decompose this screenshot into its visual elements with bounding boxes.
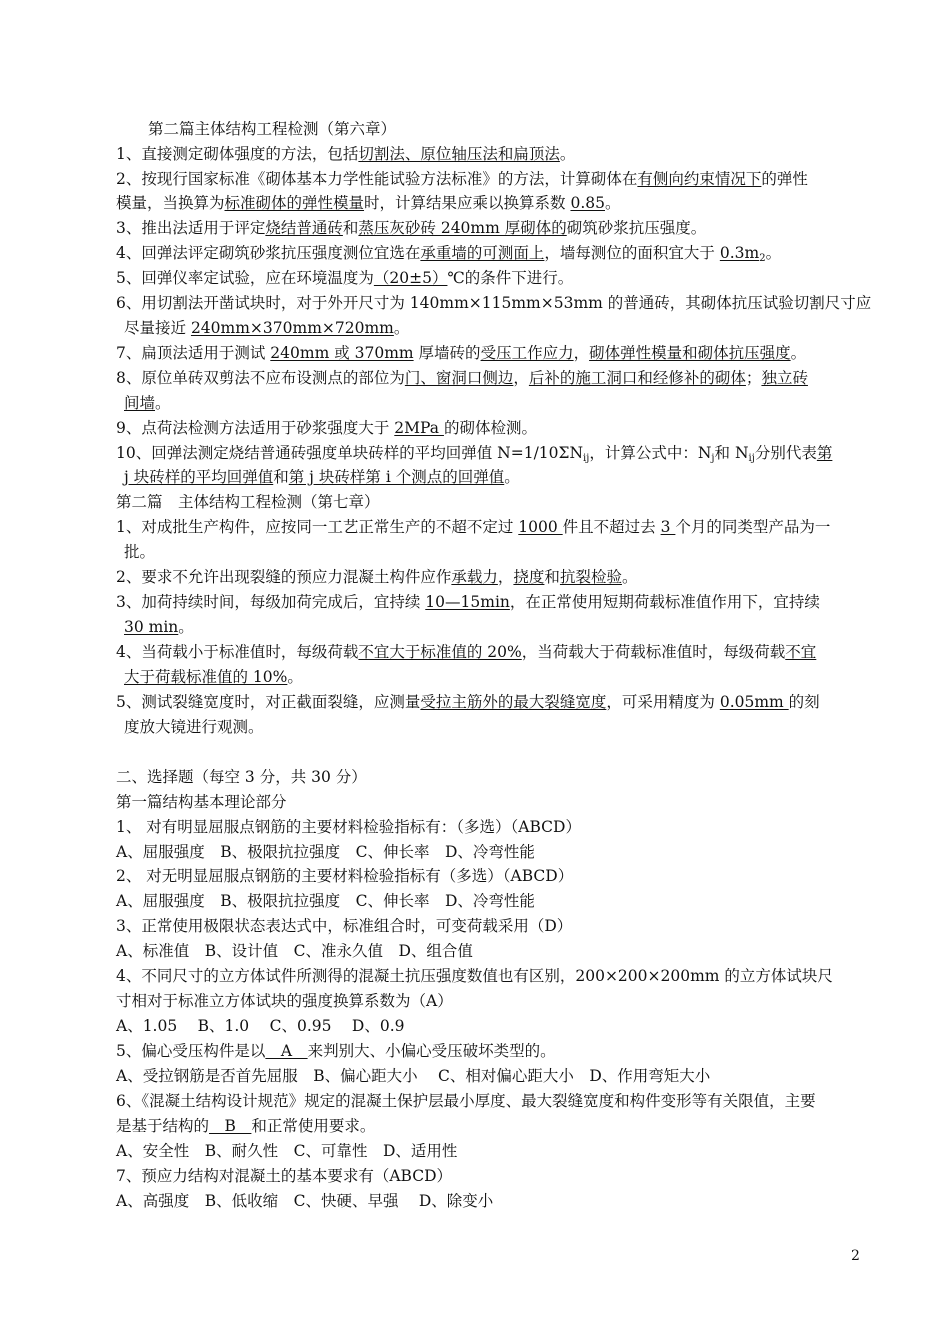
question-line: 1、 对有明显屈服点钢筋的主要材料检验指标有：（多选）（ABCD） — [116, 818, 581, 836]
question-line: 4、当荷载小于标准值时，每级荷载不宜大于标准值的 20%，当荷载大于荷载标准值时，每级荷载不宜 — [116, 643, 817, 661]
question-line: 7、预应力结构对混凝土的基本要求有（ABCD） — [116, 1167, 453, 1185]
options-line: A、受拉钢筋是否首先屈服 B、偏心距大小 C、相对偏心距大小 D、作用弯矩大小 — [116, 1067, 711, 1085]
options-line: A、屈服强度 B、极限抗拉强度 C、伸长率 D、冷弯性能 — [116, 843, 535, 861]
question-line: 4、不同尺寸的立方体试件所测得的混凝土抗压强度数值也有区别，200×200×200mm 的立方体试块尺 — [116, 967, 833, 985]
question-line: 9、点荷法检测方法适用于砂浆强度大于 2MPa 的砌体检测。 — [116, 419, 537, 437]
question-line: 2、要求不允许出现裂缝的预应力混凝土构件应作承载力，挠度和抗裂检验。 — [116, 568, 638, 586]
question-line: 5、回弹仪率定试验，应在环境温度为（20±5）℃的条件下进行。 — [116, 269, 574, 287]
question-line: 3、推出法适用于评定烧结普通砖和蒸压灰砂砖 240mm 厚砌体的砌筑砂浆抗压强度。 — [116, 219, 707, 237]
options-line: A、屈服强度 B、极限抗拉强度 C、伸长率 D、冷弯性能 — [116, 892, 535, 910]
question-line: 30 min。 — [124, 618, 194, 636]
question-line: 6、用切割法开凿试块时，对于外开尺寸为 140mm×115mm×53mm 的普通砖，其砌体抗压试验切割尺寸应 — [116, 294, 872, 312]
question-line: 4、回弹法评定砌筑砂浆抗压强度测位宜选在承重墙的可测面上，墙每测位的面积宜大于 $0.3m_2$。 — [116, 244, 782, 264]
question-line: 7、扁顶法适用于测试 240mm 或 370mm 厚墙砖的受压工作应力，砌体弹性模量和砌体抗压强度。 — [116, 344, 807, 362]
question-line: 8、原位单砖双剪法不应布设测点的部位为门、窗洞口侧边，后补的施工洞口和经修补的砌体；独立砖 — [116, 369, 808, 387]
question-line: 大于荷载标准值的 10%。 — [124, 668, 303, 686]
page-number: 2 — [851, 1248, 860, 1264]
options-line: A、1.05 B、1.0 C、0.95 D、0.9 — [116, 1017, 405, 1035]
question-line: 批。 — [124, 543, 156, 561]
question-line: 度放大镜进行观测。 — [124, 718, 264, 736]
question-line: 5、偏心受压构件是以 A 来判别大、小偏心受压破坏类型的。 — [116, 1042, 556, 1060]
question-line: 2、按现行国家标准《砌体基本力学性能试验方法标准》的方法，计算砌体在有侧向约束情况下的弹性 — [116, 170, 808, 188]
question-line: 5、测试裂缝宽度时，对正截面裂缝，应测量受拉主筋外的最大裂缝宽度，可采用精度为 0.05mm 的刻 — [116, 693, 820, 711]
question-line: j 块砖样的平均回弹值和第 j 块砖样第 i 个测点的回弹值。 — [124, 468, 520, 486]
question-line: 1、对成批生产构件，应按同一工艺正常生产的不超不定过 1000 件且不超过去 3 个月的同类型产品为一 — [116, 518, 831, 536]
question-line: 3、加荷持续时间，每级加荷完成后，宜持续 10—15min，在正常使用短期荷载标准值作用下，宜持续 — [116, 593, 820, 611]
question-line: 1、直接测定砌体强度的方法，包括切割法、原位轴压法和扁顶法。 — [116, 145, 576, 163]
question-line: 模量，当换算为标准砌体的弹性模量时，计算结果应乘以换算系数 0.85。 — [116, 194, 621, 212]
question-line: 间墙。 — [124, 394, 171, 412]
question-line: 2、 对无明显屈服点钢筋的主要材料检验指标有（多选）（ABCD） — [116, 867, 574, 885]
part-title: 第一篇结构基本理论部分 — [116, 793, 287, 811]
options-line: A、高强度 B、低收缩 C、快硬、早强 D、除变小 — [116, 1192, 494, 1210]
question-line: 是基于结构的 B 和正常使用要求。 — [116, 1117, 376, 1135]
question-line: 10、回弹法测定烧结普通砖强度单块砖样的平均回弹值 $N=1/10\Sigma N_{ij}$，计算公式中：$N_j$和 $N_{ij}$分别代表第 — [116, 444, 833, 464]
section-title: 第二篇 主体结构工程检测（第七章） — [116, 493, 380, 511]
question-line: 3、正常使用极限状态表达式中，标准组合时，可变荷载采用（D） — [116, 917, 573, 935]
section-title: 第二篇主体结构工程检测（第六章） — [148, 120, 397, 138]
options-line: A、安全性 B、耐久性 C、可靠性 D、适用性 — [116, 1142, 458, 1160]
section-title: 二、选择题（每空 3 分，共 30 分） — [116, 768, 367, 786]
question-line: 寸相对于标准立方体试块的强度换算系数为（A） — [116, 992, 453, 1010]
options-line: A、标准值 B、设计值 C、准永久值 D、组合值 — [116, 942, 473, 960]
question-line: 6、《混凝土结构设计规范》规定的混凝土保护层最小厚度、最大裂缝宽度和构件变形等有关限值，主要 — [116, 1092, 816, 1110]
question-line: 尽量接近 240mm×370mm×720mm。 — [124, 319, 410, 337]
